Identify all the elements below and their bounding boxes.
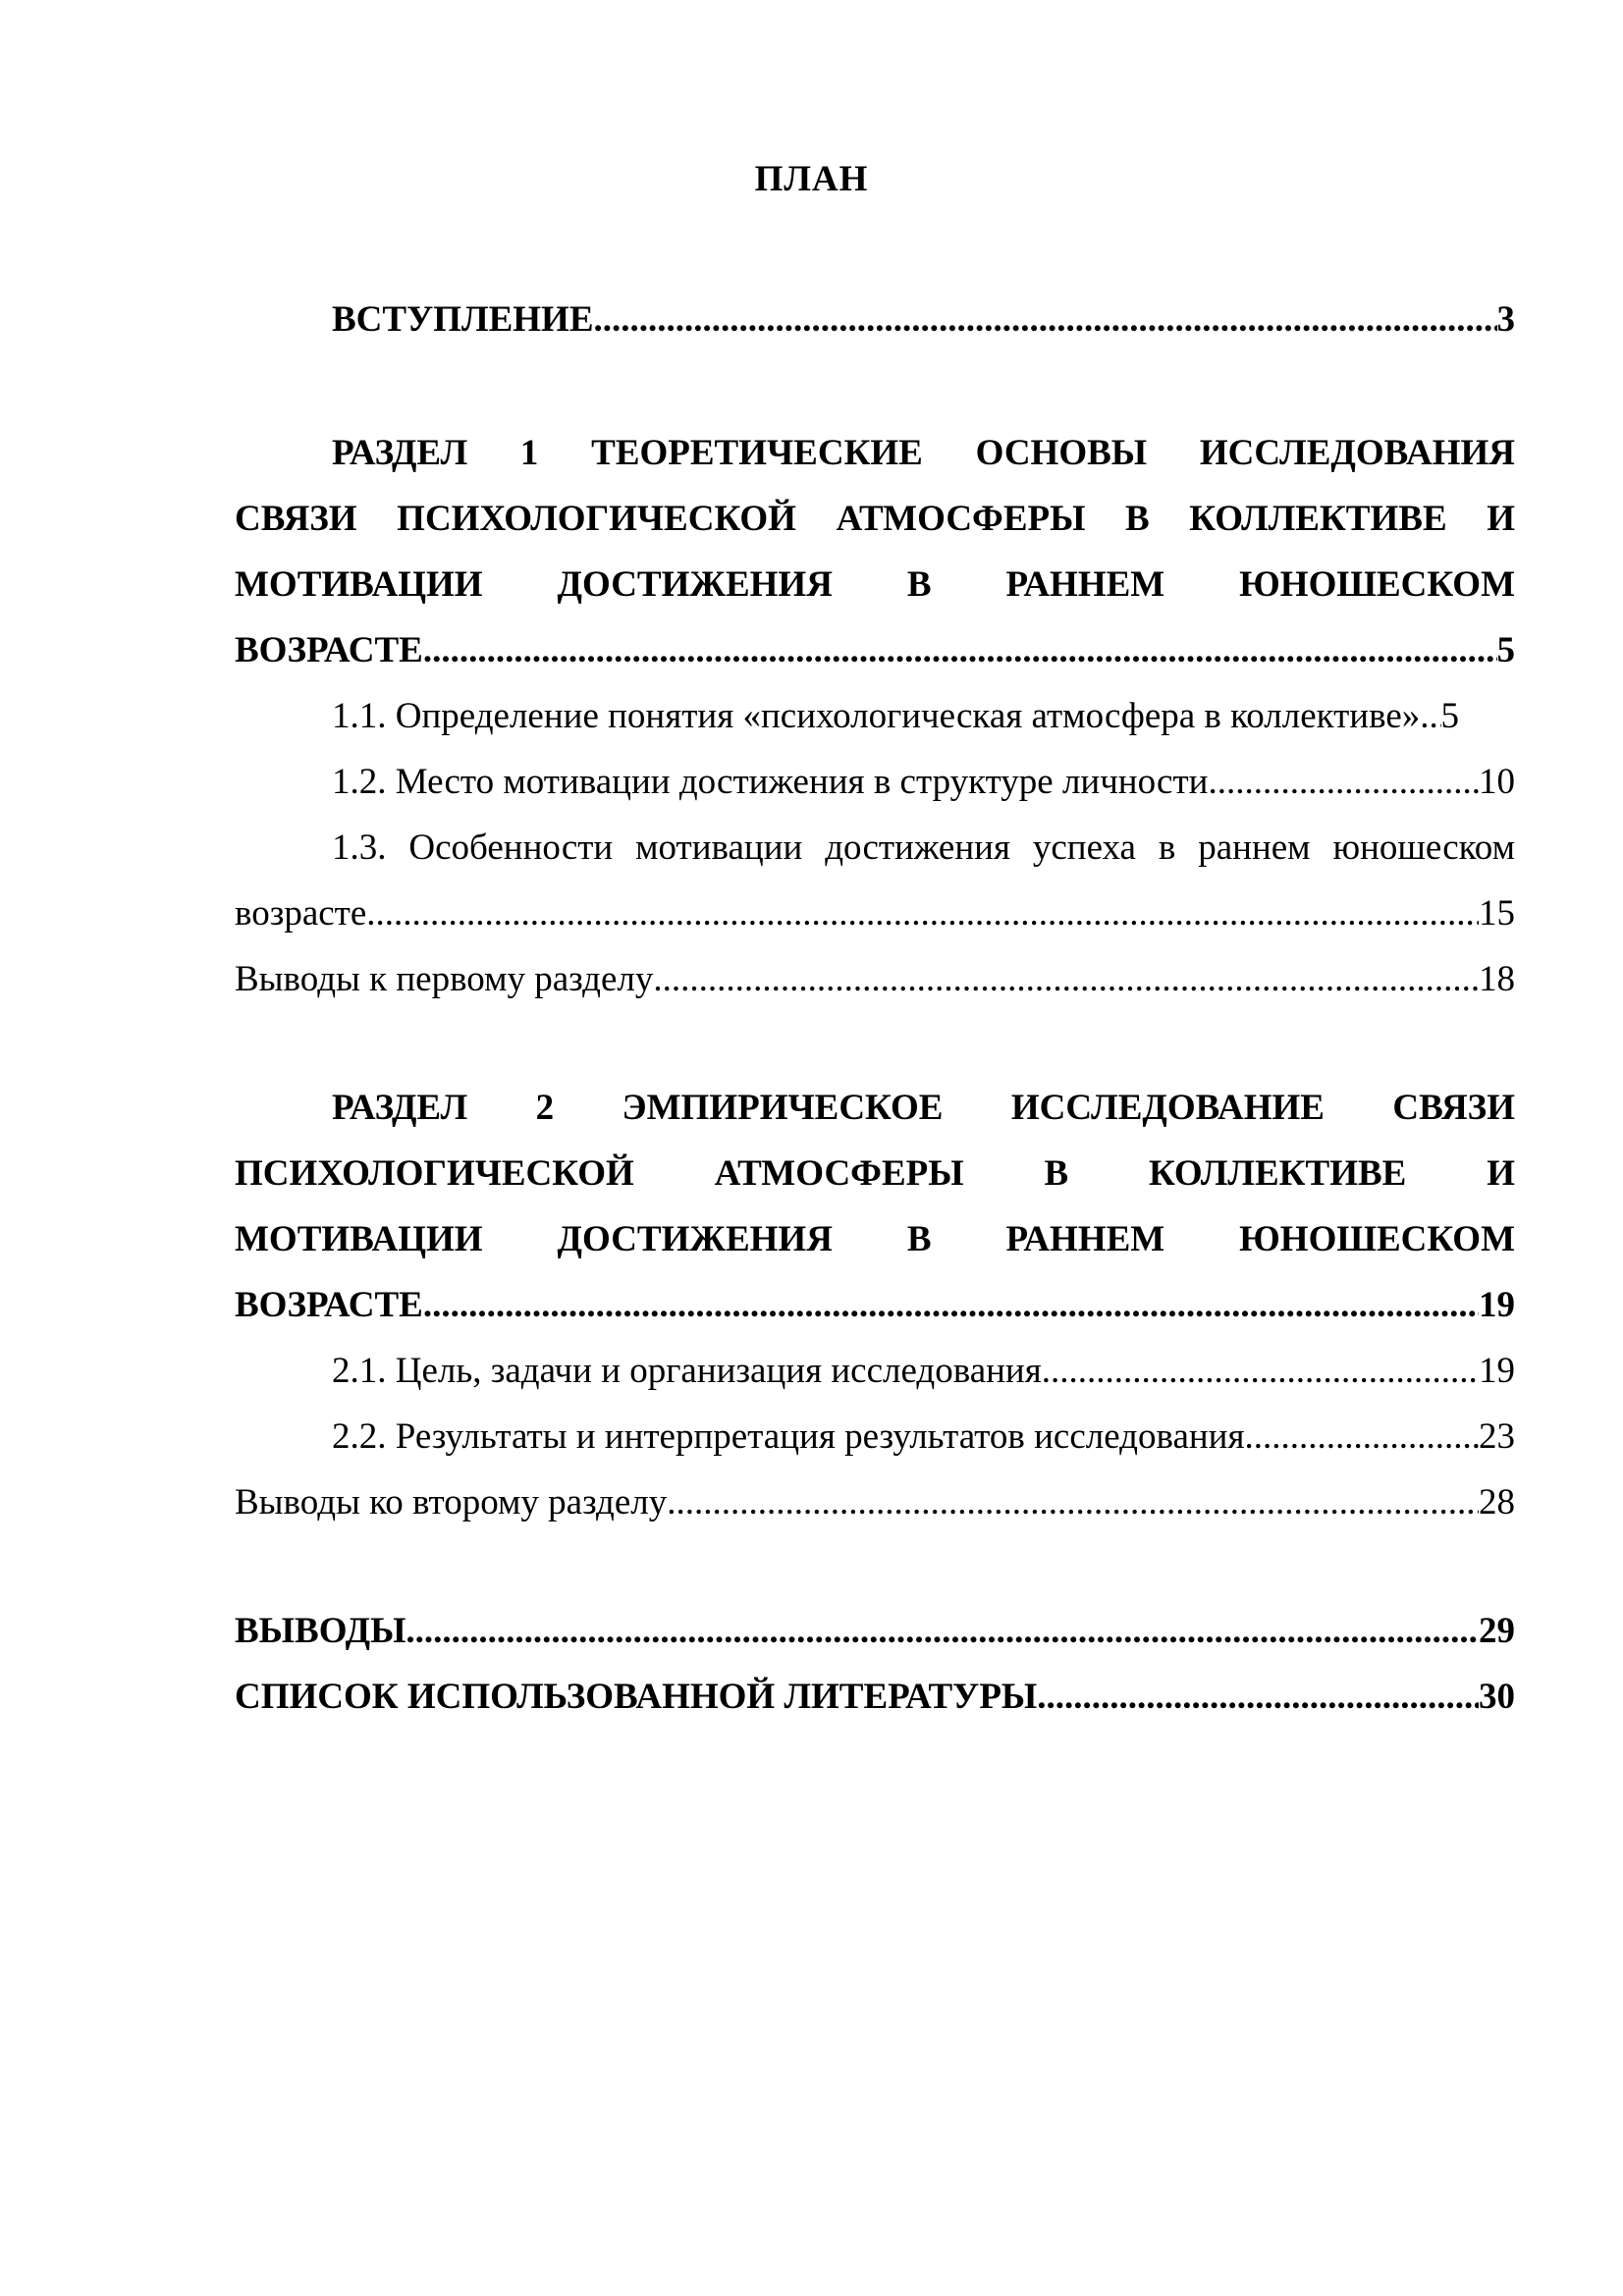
page-title: ПЛАН [754,159,869,199]
toc-entry-section-2 [235,1075,1515,1338]
toc-entry-section-1 [235,420,1515,683]
toc-label: ВЫВОДЫ [235,1611,406,1651]
dot-leader [406,1598,1479,1664]
toc-entry-2-1 [235,1338,1515,1404]
toc-line [235,683,1515,749]
toc-line [235,749,1515,815]
section-heading-line: РАЗДЕЛ 2 ЭМПИРИЧЕСКОЕ ИССЛЕДОВАНИЕ СВЯЗИ [332,1088,1515,1128]
toc-entry-2-2 [235,1404,1515,1469]
section-heading-line: МОТИВАЦИИ ДОСТИЖЕНИЯ В РАННЕМ ЮНОШЕСКОМ [235,564,1515,605]
toc-page-number: 18 [1479,959,1515,999]
toc-line [235,946,1515,1012]
toc-line [235,617,1515,683]
toc-label: ВСТУПЛЕНИЕ [332,299,594,340]
toc-entry-intro [235,287,1515,352]
toc-label: ВОЗРАСТЕ [235,630,423,670]
dot-leader [366,881,1479,946]
dot-leader [653,946,1479,1012]
dot-leader [423,1272,1479,1338]
toc-label: 1.2. Место мотивации достижения в структуре личности [332,762,1209,802]
toc-page-number: 28 [1479,1482,1515,1522]
dot-leader [667,1469,1479,1535]
toc-page-number: 3 [1496,299,1515,340]
toc-line [235,881,1515,946]
toc-page-number: 30 [1479,1677,1515,1717]
toc-page-number: 10 [1479,762,1515,802]
toc-label: возрасте [235,893,367,934]
toc-label: 2.2. Результаты и интерпретация результатов исследования [332,1416,1245,1457]
dot-leader [1430,683,1441,749]
toc-page-number: 29 [1479,1611,1515,1651]
toc-label: 1.1. Определение понятия «психологическая атмосфера в коллективе». [332,696,1430,736]
dot-leader [423,617,1497,683]
toc-line [235,1664,1515,1730]
toc-label: Выводы ко второму разделу [235,1482,668,1522]
table-of-contents [235,287,1515,1730]
toc-page-number: 5 [1440,696,1459,736]
toc-entry-section-1-conclusions [235,946,1515,1012]
section-heading-line: РАЗДЕЛ 1 ТЕОРЕТИЧЕСКИЕ ОСНОВЫ ИССЛЕДОВАНИЯ [332,433,1515,473]
toc-entry-conclusions [235,1598,1515,1664]
toc-line [235,1598,1515,1664]
section-heading-line: ПСИХОЛОГИЧЕСКОЙ АТМОСФЕРЫ В КОЛЛЕКТИВЕ И [235,1153,1515,1194]
toc-entry-1-3 [235,815,1515,946]
toc-label: Выводы к первому разделу [235,959,654,999]
toc-label-line: 1.3. Особенности мотивации достижения успеха в раннем юношеском [332,828,1515,868]
dot-leader [1208,749,1479,815]
section-heading-line: МОТИВАЦИИ ДОСТИЖЕНИЯ В РАННЕМ ЮНОШЕСКОМ [235,1219,1515,1259]
toc-entry-1-1 [235,683,1515,749]
toc-entry-section-2-conclusions [235,1469,1515,1535]
toc-label: 2.1. Цель, задачи и организация исследования [332,1351,1042,1391]
dot-leader [1042,1338,1479,1404]
toc-page-number: 19 [1479,1351,1515,1391]
toc-label: СПИСОК ИСПОЛЬЗОВАННОЙ ЛИТЕРАТУРЫ [235,1677,1038,1717]
toc-line [235,1272,1515,1338]
dot-leader [1037,1664,1479,1730]
dot-leader [594,287,1497,352]
toc-label: ВОЗРАСТЕ [235,1285,423,1325]
toc-page-number: 23 [1479,1416,1515,1457]
dot-leader [1245,1404,1480,1469]
toc-line [235,1469,1515,1535]
toc-page-number: 19 [1479,1285,1515,1325]
toc-page-number: 5 [1496,630,1515,670]
toc-page-number: 15 [1479,893,1515,934]
toc-line [235,287,1515,352]
section-heading-line: СВЯЗИ ПСИХОЛОГИЧЕСКОЙ АТМОСФЕРЫ В КОЛЛЕКТИВЕ И [235,499,1515,539]
toc-line [235,1338,1515,1404]
toc-entry-1-2 [235,749,1515,815]
toc-line [235,1404,1515,1469]
toc-entry-references [235,1664,1515,1730]
